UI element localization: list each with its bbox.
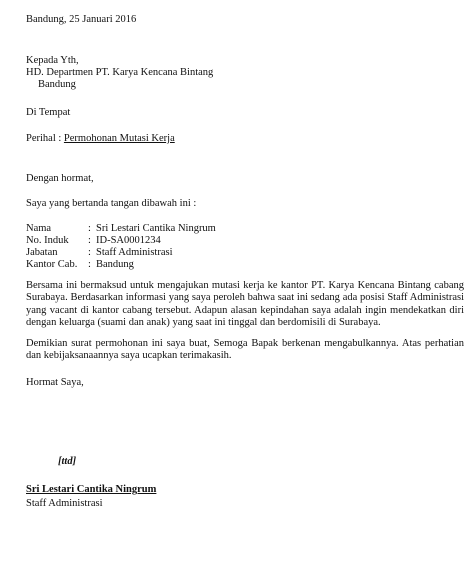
identity-row xyxy=(0,258,474,271)
signer-title: Staff Administrasi xyxy=(26,498,103,509)
identity-label: Nama xyxy=(26,223,52,234)
identity-label: Jabatan xyxy=(26,247,58,258)
recipient-city: Bandung xyxy=(38,79,76,90)
identity-colon: : xyxy=(88,247,91,258)
recipient-greeting: Kepada Yth, xyxy=(26,55,79,66)
closing: Hormat Saya, xyxy=(26,377,84,388)
perihal-value: Permohonan Mutasi Kerja xyxy=(63,133,175,144)
perihal-label: Perihal : xyxy=(26,133,62,144)
signer-name: Sri Lestari Cantika Ningrum xyxy=(26,484,157,495)
body-paragraph-2: Demikian surat permohonan ini saya buat, Semoga Bapak berkenan mengabulkannya. Atas perhatian dan kebijaksanaannya saya ucapkan terimakasih. xyxy=(26,338,464,362)
intro-line: Saya yang bertanda tangan dibawah ini : xyxy=(26,198,197,209)
salutation: Dengan hormat, xyxy=(26,173,94,184)
perihal-line xyxy=(26,132,175,145)
signature-placeholder: [ttd] xyxy=(58,456,77,467)
identity-colon: : xyxy=(88,223,91,234)
identity-colon: : xyxy=(88,259,91,270)
recipient-department: HD. Departmen PT. Karya Kencana Bintang xyxy=(26,67,214,78)
identity-value: Sri Lestari Cantika Ningrum xyxy=(96,223,216,234)
identity-label: Kantor Cab. xyxy=(26,259,78,270)
identity-value: ID-SA0001234 xyxy=(96,235,161,246)
identity-colon: : xyxy=(88,235,91,246)
identity-value: Staff Administrasi xyxy=(96,247,173,258)
letter-date: Bandung, 25 Januari 2016 xyxy=(26,14,137,25)
body-paragraph-1: Bersama ini bermaksud untuk mengajukan mutasi kerja ke kantor PT. Karya Kencana Bintang cabang Surabaya. Berdasarkan informasi yang saya peroleh bahwa saat ini sedang ada posisi Staff Administrasi yang vacant di kantor cabang tersebut. Adapun alasan kepindahan saya adalah ingin mendekatkan diri dengan keluarga (suami dan anak) yang saat ini tinggal dan berdomisili di Surabaya. xyxy=(26,280,464,329)
di-tempat: Di Tempat xyxy=(26,107,71,118)
identity-label: No. Induk xyxy=(26,235,69,246)
identity-value: Bandung xyxy=(96,259,134,270)
